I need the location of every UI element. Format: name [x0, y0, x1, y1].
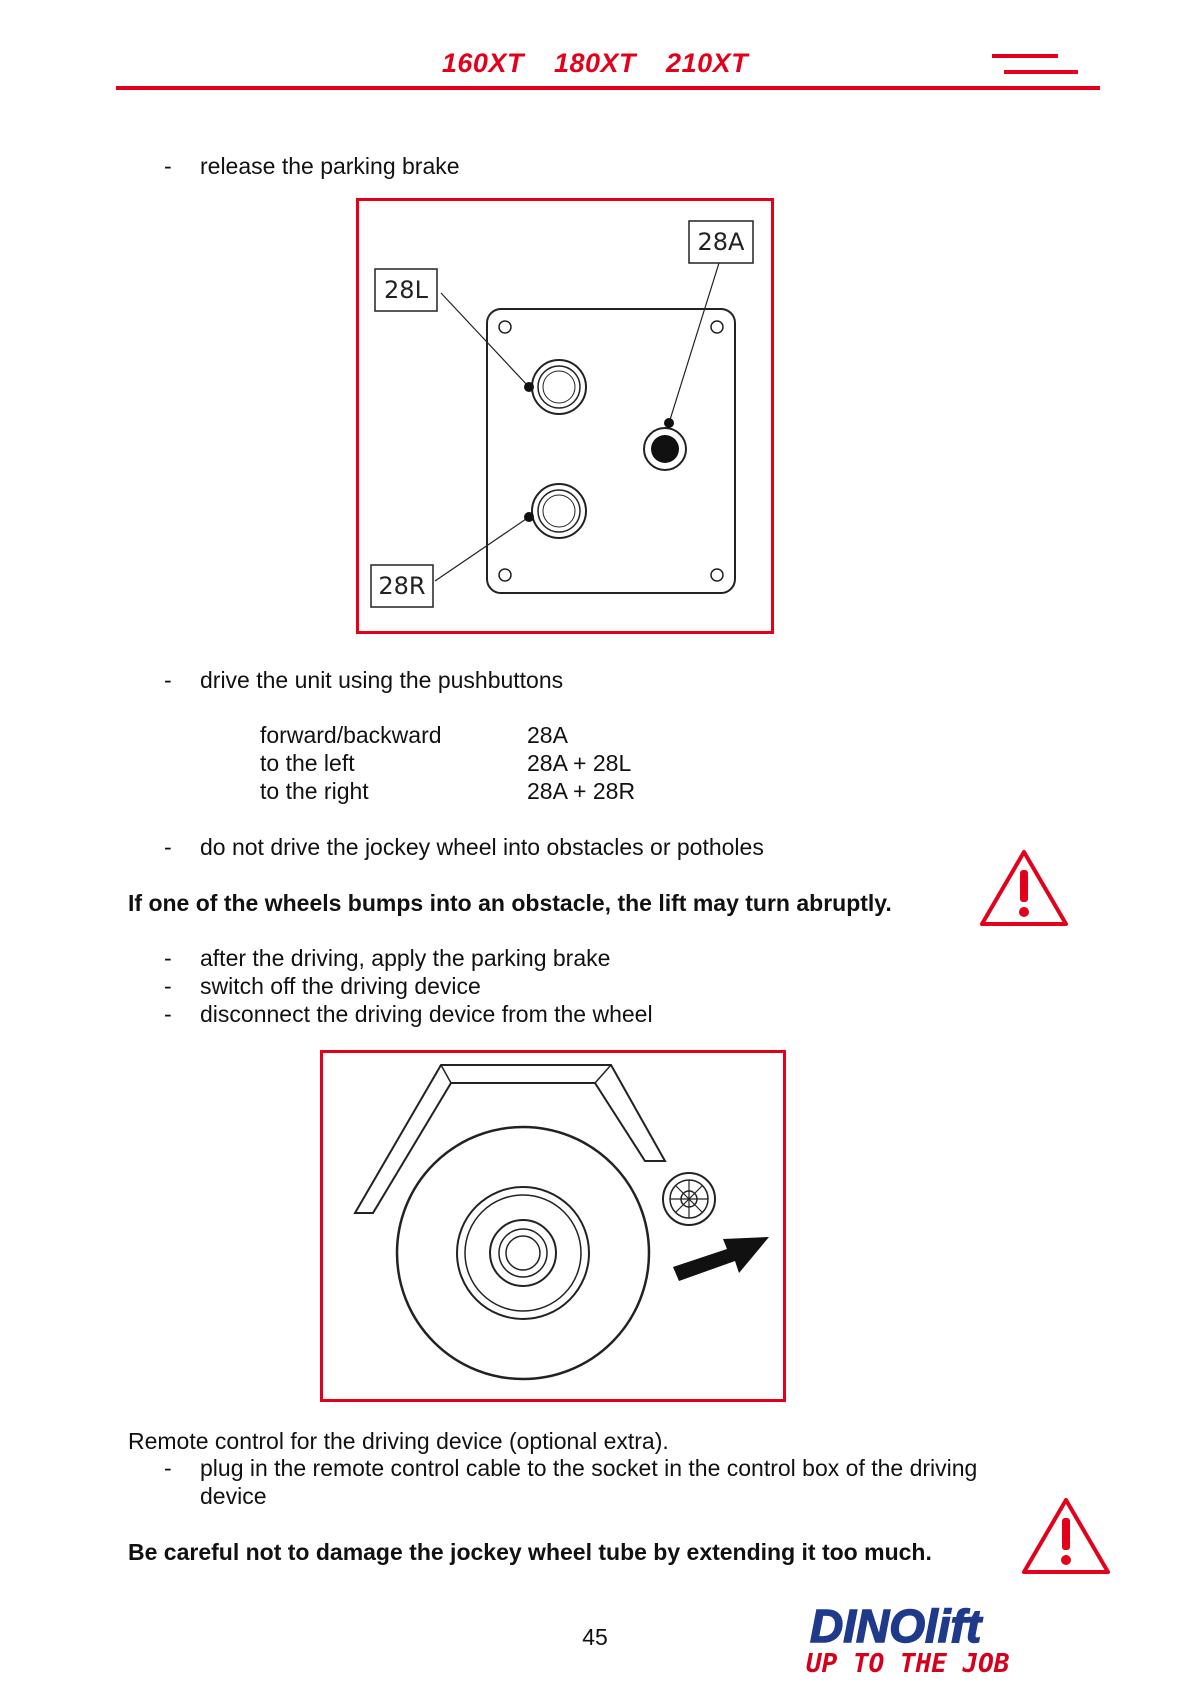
screw-hole: [499, 569, 511, 581]
model-210xt: 210XT: [666, 48, 749, 78]
model-160xt: 160XT: [441, 48, 524, 78]
warning-obstacle-text: If one of the wheels bumps into an obstacle, the lift may turn abruptly.: [128, 890, 892, 916]
wheel-rim: [457, 1187, 589, 1319]
control-panel-drawing: [359, 201, 771, 631]
step3-dash: -: [164, 834, 172, 860]
control-buttons-right: 28A + 28R: [527, 778, 636, 804]
arrow-right-icon: [673, 1237, 769, 1281]
control-action-left: to the left: [260, 750, 355, 776]
wheel-tyre: [397, 1127, 649, 1379]
remote-line1: plug in the remote control cable to the socket in the control box of the driving: [200, 1455, 978, 1481]
jockey-wheel-drawing: [323, 1053, 783, 1399]
step6-text: disconnect the driving device from the wheel: [200, 1001, 653, 1027]
page-number: 45: [582, 1624, 608, 1650]
warning-triangle-icon: [1020, 1496, 1112, 1576]
jockey-wheel-figure: [320, 1050, 786, 1402]
step2-dash: -: [164, 667, 172, 693]
control-buttons-forward: 28A: [527, 722, 568, 748]
label-28a: 28A: [697, 228, 745, 256]
warning-tube-text: Be careful not to damage the jockey wheel tube by extending it too much.: [128, 1539, 932, 1565]
remote-line2: device: [200, 1483, 267, 1509]
remote-dash: -: [164, 1455, 172, 1481]
header-mark-upper: [992, 54, 1058, 58]
label-28r: 28R: [378, 572, 426, 600]
remote-intro: Remote control for the driving device (optional extra).: [128, 1428, 669, 1454]
button-28r: [532, 484, 586, 538]
wheel-fender: [355, 1065, 665, 1213]
step5-text: switch off the driving device: [200, 973, 481, 999]
panel-plate: [487, 309, 735, 593]
button-28l: [532, 360, 586, 414]
model-180xt: 180XT: [553, 48, 637, 78]
control-buttons-left: 28A + 28L: [527, 750, 632, 776]
step4-dash: -: [164, 945, 172, 971]
warning-triangle-icon: [978, 848, 1070, 928]
screw-hole: [711, 569, 723, 581]
control-action-right: to the right: [260, 778, 369, 804]
step6-dash: -: [164, 1001, 172, 1027]
step1-dash: -: [164, 153, 172, 179]
control-action-forward: forward/backward: [260, 722, 442, 748]
control-panel-figure: [356, 198, 774, 634]
drive-device-head: [663, 1173, 715, 1225]
label-28l: 28L: [384, 276, 428, 304]
brand-slogan: UP TO THE JOB: [806, 1649, 1010, 1679]
header-rule: [116, 86, 1100, 90]
screw-hole: [711, 321, 723, 333]
header-models: [0, 48, 1190, 79]
step1-text: release the parking brake: [200, 153, 460, 179]
wheel-hub: [490, 1220, 556, 1286]
header-mark-lower: [1004, 70, 1078, 74]
step3-text: do not drive the jockey wheel into obstacles or potholes: [200, 834, 764, 860]
dinolift-logo: [800, 1600, 1020, 1680]
screw-hole: [499, 321, 511, 333]
step5-dash: -: [164, 973, 172, 999]
step2-text: drive the unit using the pushbuttons: [200, 667, 564, 693]
step4-text: after the driving, apply the parking brake: [200, 945, 611, 971]
brand-name: DINOlift: [810, 1600, 982, 1652]
button-28a: [644, 428, 686, 470]
